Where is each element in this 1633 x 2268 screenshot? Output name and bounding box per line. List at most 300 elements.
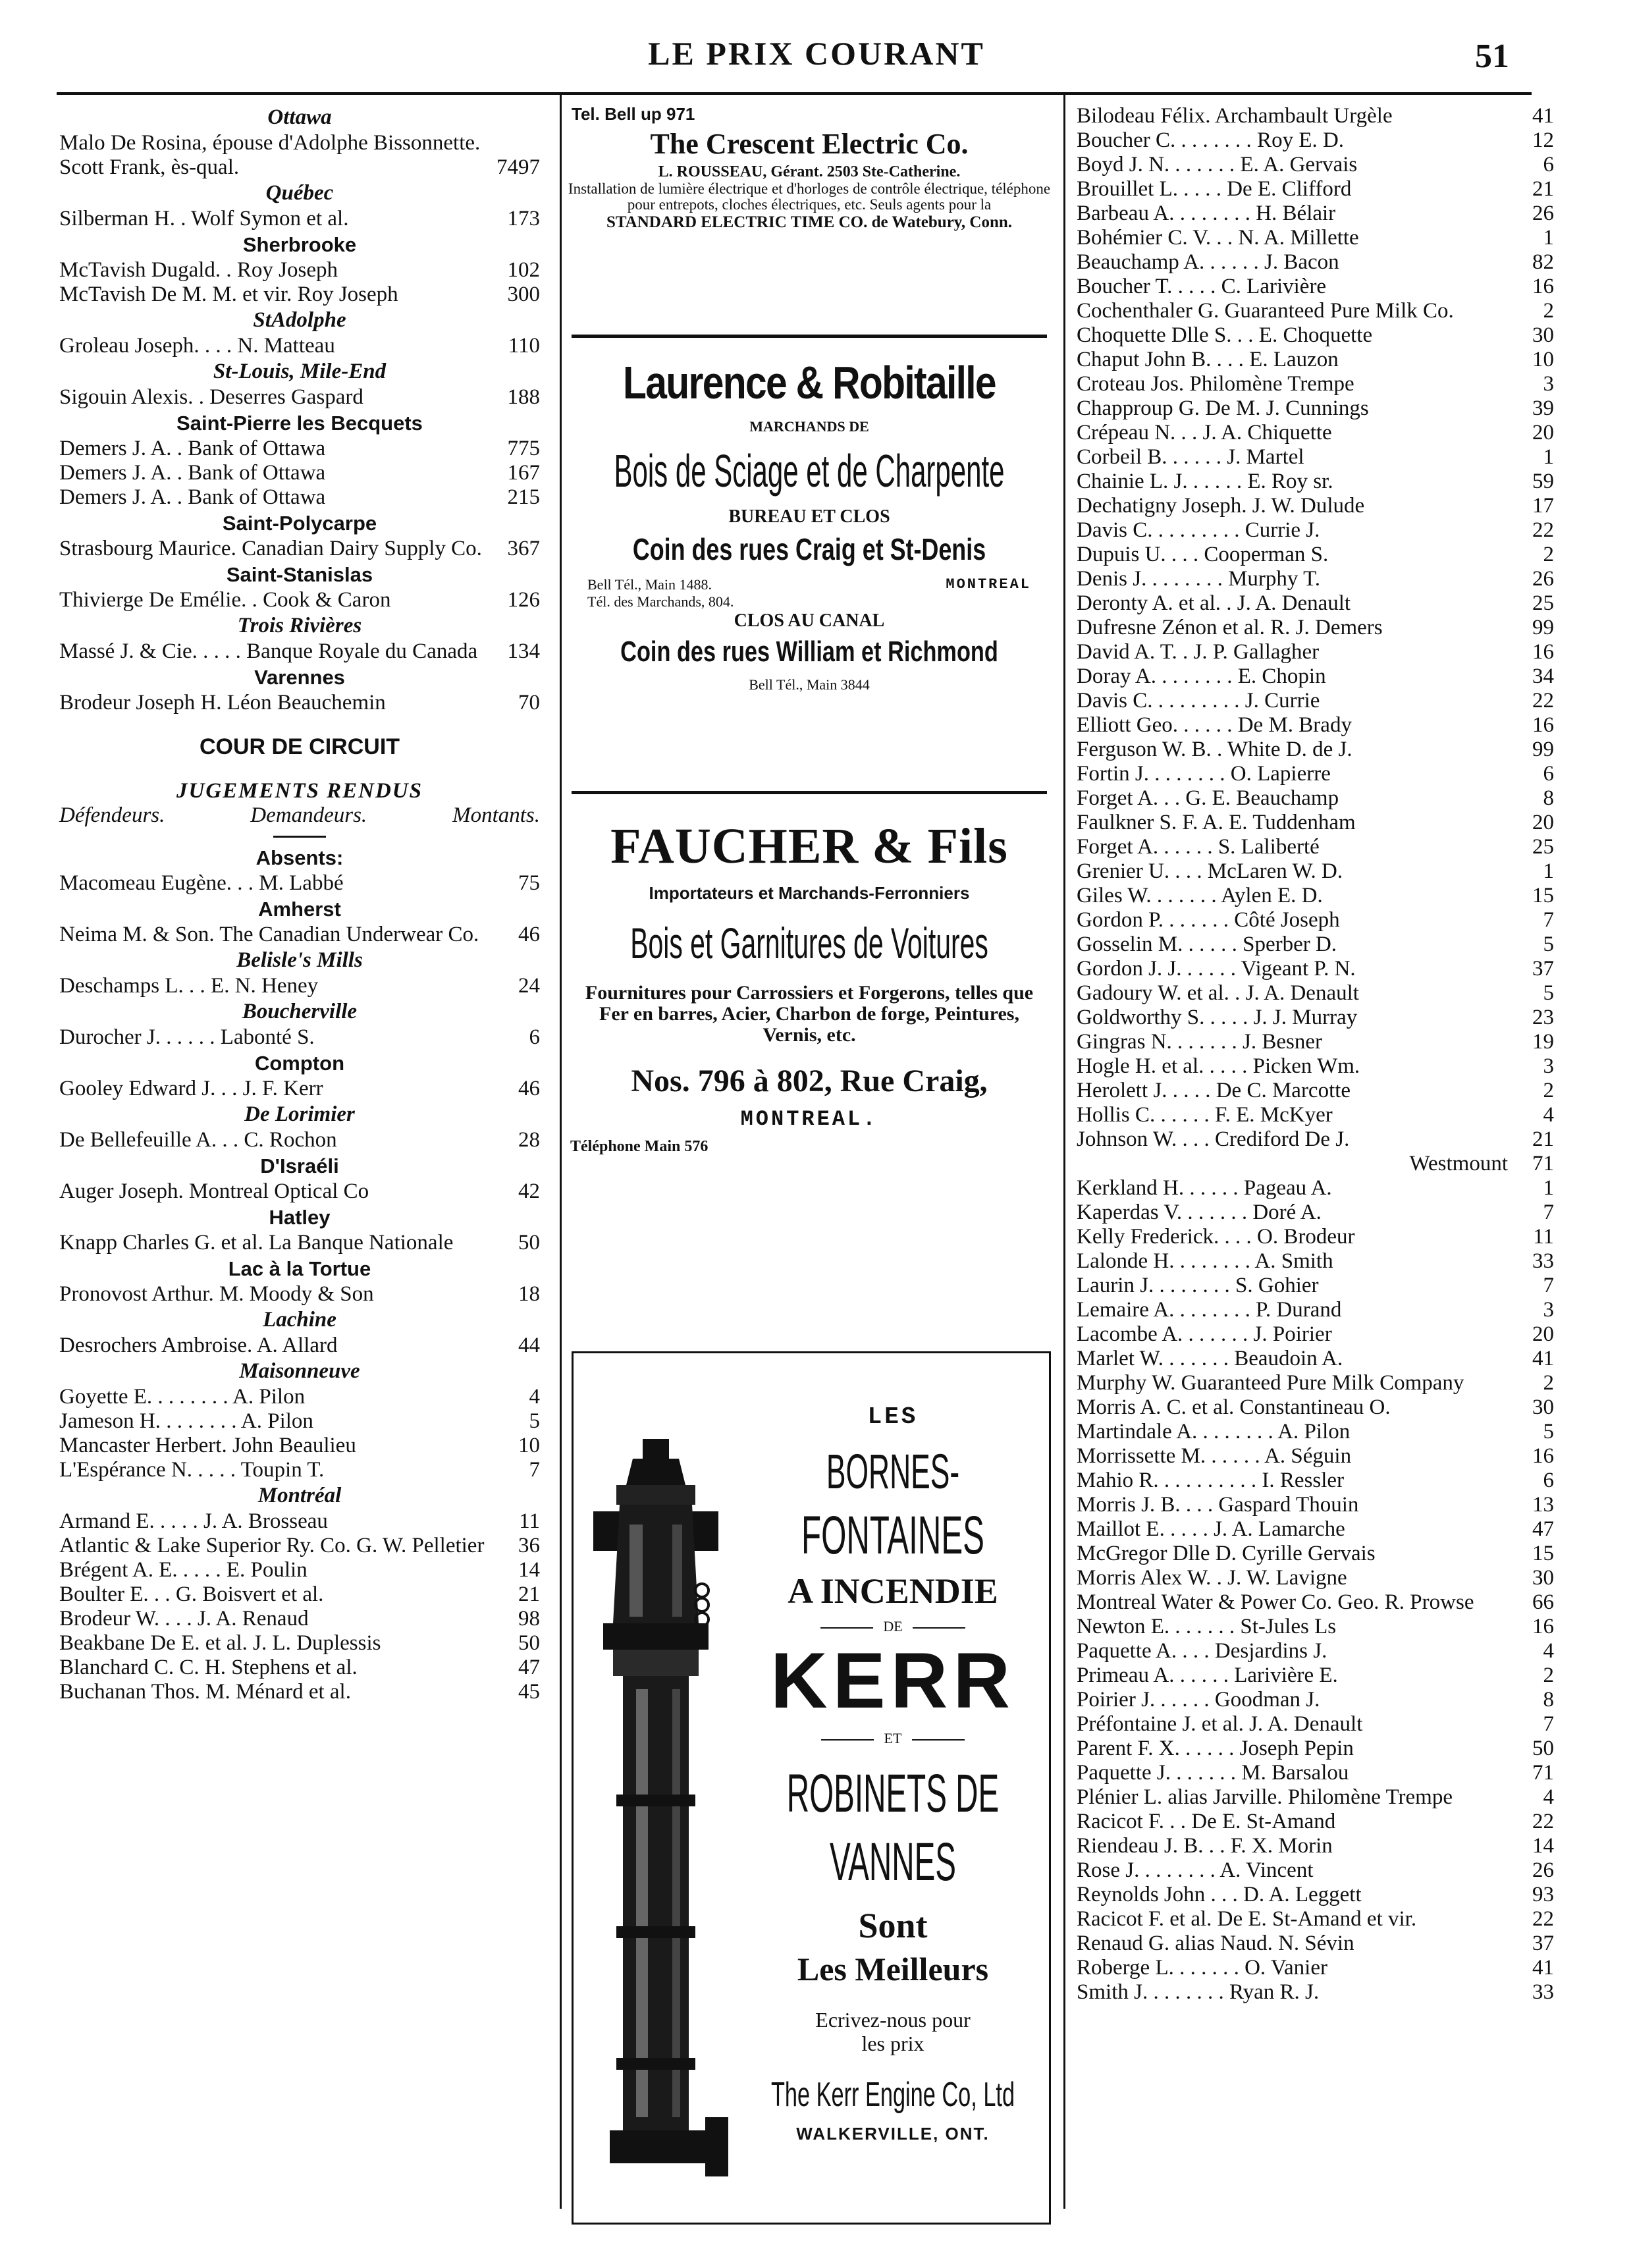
entry-parties: Dupuis U. . . . Cooperman S. <box>1077 543 1329 566</box>
entry-parties: L'Espérance N. . . . . Toupin T. <box>59 1458 325 1482</box>
judgment-entry <box>59 871 540 896</box>
judgment-entry <box>1077 1322 1554 1347</box>
entry-parties: Deschamps L. . . E. N. Heney <box>59 974 319 998</box>
location-heading: Saint-Pierre les Becquets <box>176 412 423 435</box>
judgment-entry <box>1077 1152 1554 1176</box>
entry-amount: 17 <box>1532 494 1554 518</box>
faucher-product: Bois et Garnitures de Voitures <box>630 919 988 967</box>
judgment-entry <box>1077 421 1554 445</box>
column-headings <box>59 803 540 828</box>
judgment-entry <box>1077 396 1554 421</box>
entry-amount: 12 <box>1532 128 1554 152</box>
entry-parties: Poirier J. . . . . . Goodman J. <box>1077 1688 1320 1712</box>
judgment-entry <box>1077 1834 1554 1858</box>
entry-parties: Demers J. A. . Bank of Ottawa <box>59 461 326 485</box>
entry-parties: Morris A. C. et al. Constantineau O. <box>1077 1395 1391 1419</box>
entry-amount: 110 <box>508 334 540 358</box>
entry-amount: 1 <box>1543 226 1554 250</box>
judgment-entry <box>1077 1931 1554 1956</box>
judgment-entry <box>1077 518 1554 543</box>
entry-parties: Reynolds John . . . D. A. Leggett <box>1077 1883 1362 1906</box>
entry-parties: Boyd J. N. . . . . . . E. A. Gervais <box>1077 153 1358 176</box>
judgment-entry <box>1077 1249 1554 1274</box>
laurence-name: Laurence & Robitaille <box>623 357 996 408</box>
entry-amount: 21 <box>1532 177 1554 201</box>
judgment-entry <box>1077 1420 1554 1444</box>
judgment-entry <box>1077 567 1554 591</box>
judgment-entry <box>1077 1176 1554 1201</box>
crescent-electric-ad <box>568 104 1051 321</box>
judgment-entry <box>1077 1761 1554 1785</box>
entry-parties: Doray A. . . . . . . . E. Chopin <box>1077 664 1326 688</box>
entry-amount: 2 <box>1543 543 1554 566</box>
entry-amount: 300 <box>507 283 540 306</box>
entry-parties: Denis J. . . . . . . . Murphy T. <box>1077 567 1321 591</box>
rule-left <box>820 1627 873 1629</box>
judgment-entry <box>1077 811 1554 835</box>
entry-parties: Brodeur Joseph H. Léon Beauchemin <box>59 691 386 715</box>
judgment-entry <box>59 1558 540 1582</box>
page-title: LE PRIX COURANT <box>648 35 985 72</box>
entry-amount: 215 <box>507 485 540 509</box>
entry-amount: 2 <box>1543 1079 1554 1102</box>
entry-amount: 41 <box>1532 104 1554 128</box>
laurence-tel-marchands: Tél. des Marchands, 804. <box>587 593 734 610</box>
entry-amount: 3 <box>1543 372 1554 396</box>
judgment-entry <box>1077 1566 1554 1590</box>
entry-parties: Roberge L. . . . . . . O. Vanier <box>1077 1956 1327 1980</box>
location-heading: Hatley <box>269 1206 331 1229</box>
judgment-entry <box>59 1434 540 1458</box>
judgment-entry <box>1077 1907 1554 1931</box>
location-heading: Trois Rivières <box>237 614 362 637</box>
judgment-entry <box>1077 104 1554 128</box>
judgment-entry <box>1077 202 1554 226</box>
judgment-entry <box>59 437 540 461</box>
entry-parties: Bilodeau Félix. Archambault Urgèle <box>1077 104 1393 128</box>
entry-amount: 93 <box>1532 1883 1554 1906</box>
kerr-line5: VANNES <box>829 1832 957 1892</box>
judgment-entry <box>1077 1201 1554 1225</box>
entry-parties: Durocher J. . . . . . Labonté S. <box>59 1025 315 1049</box>
kerr-sont: Sont <box>858 1906 928 1945</box>
judgment-entry <box>1077 1542 1554 1566</box>
entry-parties: Silberman H. . Wolf Symon et al. <box>59 207 349 230</box>
entry-amount: 367 <box>507 537 540 560</box>
crescent-name: The Crescent Electric Co. <box>650 128 969 160</box>
entry-parties: Beauchamp A. . . . . . J. Bacon <box>1077 250 1339 274</box>
kerr-meilleurs: Les Meilleurs <box>797 1951 989 1987</box>
judgment-entry <box>59 537 540 561</box>
judgment-entry <box>1077 1371 1554 1395</box>
location-heading: Montréal <box>257 1484 342 1507</box>
entry-amount: 18 <box>518 1282 540 1306</box>
kerr-line3: A INCENDIE <box>788 1571 998 1611</box>
column-divider-right <box>1063 92 1065 2209</box>
judgment-entry <box>1077 1079 1554 1103</box>
location-heading: St-Louis, Mile-End <box>213 360 387 383</box>
entry-parties: Barbeau A. . . . . . . . H. Bélair <box>1077 202 1336 225</box>
entry-amount: 15 <box>1532 1542 1554 1565</box>
entry-amount: 22 <box>1532 1907 1554 1931</box>
entry-parties: Kaperdas V. . . . . . . Doré A. <box>1077 1201 1322 1224</box>
entry-amount: 39 <box>1532 396 1554 420</box>
entry-amount: 8 <box>1543 1688 1554 1712</box>
location-heading: Absents: <box>255 846 344 869</box>
entry-amount: 20 <box>1532 421 1554 445</box>
entry-amount: 775 <box>507 437 540 460</box>
entry-amount: 1 <box>1543 1176 1554 1200</box>
fire-hydrant-illustration <box>580 1426 732 2183</box>
entry-parties: Lacombe A. . . . . . . J. Poirier <box>1077 1322 1332 1346</box>
judgment-entry <box>1077 1810 1554 1834</box>
crescent-agency: STANDARD ELECTRIC TIME CO. de Watebury, Conn. <box>606 213 1013 231</box>
laurence-bureau: BUREAU ET CLOS <box>728 506 890 527</box>
location-heading: Saint-Stanislas <box>226 563 373 586</box>
judgment-entry <box>1077 859 1554 884</box>
entry-amount: 42 <box>518 1179 540 1203</box>
entry-amount: 1 <box>1543 859 1554 883</box>
judgment-entry <box>1077 250 1554 275</box>
entry-amount: 19 <box>1532 1030 1554 1054</box>
judgment-entry <box>1077 591 1554 616</box>
judgment-entry <box>1077 275 1554 299</box>
entry-amount: 2 <box>1543 299 1554 323</box>
judgments-subtitle: JUGEMENTS RENDUS <box>176 779 423 803</box>
entry-parties: Paquette A. . . . Desjardins J. <box>1077 1639 1327 1663</box>
judgment-entry <box>59 923 540 947</box>
location-heading: Belisle's Mills <box>236 948 363 972</box>
entry-amount: 14 <box>1532 1834 1554 1858</box>
entry-parties: Brégent A. E. . . . . E. Poulin <box>59 1558 308 1582</box>
kerr-les: LES <box>867 1403 919 1430</box>
judgment-entry <box>59 1334 540 1358</box>
entry-amount: 26 <box>1532 1858 1554 1882</box>
entry-parties: Martindale A. . . . . . . . A. Pilon <box>1077 1420 1351 1444</box>
entry-parties: Gordon P. . . . . . . Côté Joseph <box>1077 908 1340 932</box>
entry-amount: 22 <box>1532 689 1554 713</box>
judgment-entry <box>1077 713 1554 738</box>
judgment-entry <box>1077 1883 1554 1907</box>
judgment-entry <box>1077 786 1554 811</box>
judgment-entry <box>59 691 540 715</box>
entry-parties: Demers J. A. . Bank of Ottawa <box>59 485 326 509</box>
entry-parties: Beakbane De E. et al. J. L. Duplessis <box>59 1631 381 1655</box>
rule-right <box>913 1627 965 1629</box>
rule-right <box>912 1739 965 1741</box>
judgment-entry <box>59 588 540 612</box>
judgment-entry <box>1077 1006 1554 1030</box>
judgment-entry <box>59 1631 540 1656</box>
judgment-entry <box>1077 226 1554 250</box>
entry-amount: 99 <box>1532 738 1554 761</box>
judgment-entry <box>1077 616 1554 640</box>
entry-parties: Jameson H. . . . . . . . A. Pilon <box>59 1409 313 1433</box>
judgment-entry <box>1077 1225 1554 1249</box>
kerr-hydrant-ad <box>572 1351 1051 2225</box>
entry-amount: 22 <box>1532 518 1554 542</box>
entry-amount: 7497 <box>496 155 540 179</box>
entry-amount: 36 <box>518 1534 540 1557</box>
entry-amount: 20 <box>1532 1322 1554 1346</box>
entry-parties: Gordon J. J. . . . . . Vigeant P. N. <box>1077 957 1356 981</box>
faucher-address: Nos. 796 à 802, Rue Craig, <box>631 1064 988 1098</box>
entry-amount: 16 <box>1532 640 1554 664</box>
judgment-entry <box>1077 177 1554 202</box>
location-heading: Compton <box>254 1052 345 1075</box>
entry-amount: 16 <box>1532 275 1554 298</box>
judgment-entry <box>59 207 540 231</box>
entry-amount: 21 <box>1532 1127 1554 1151</box>
entry-parties: Johnson W. . . . Crediford De J. <box>1077 1127 1350 1151</box>
judgment-entry <box>59 131 540 180</box>
location-heading: Amherst <box>258 898 341 921</box>
judgment-entry <box>1077 1956 1554 1980</box>
judgment-entry <box>1077 543 1554 567</box>
entry-amount: 102 <box>507 258 540 282</box>
entry-parties: Elliott Geo. . . . . . De M. Brady <box>1077 713 1352 737</box>
entry-amount: 5 <box>1543 981 1554 1005</box>
entry-amount: 59 <box>1532 470 1554 493</box>
judgment-entry <box>59 258 540 283</box>
judgment-entry <box>59 1409 540 1434</box>
entry-amount: 45 <box>518 1680 540 1704</box>
judgment-entry <box>1077 348 1554 372</box>
crescent-tel: Tel. Bell up 971 <box>572 104 695 124</box>
laurence-bell1: Bell Tél., Main 1488. <box>587 576 712 593</box>
faucher-role: Importateurs et Marchands-Ferronniers <box>649 883 970 903</box>
entry-parties: Herolett J. . . . . De C. Marcotte <box>1077 1079 1351 1102</box>
entry-parties: Kelly Frederick. . . . O. Brodeur <box>1077 1225 1355 1249</box>
judgment-entry <box>1077 1103 1554 1127</box>
judgment-entry <box>1077 1298 1554 1322</box>
judgment-entry <box>1077 1615 1554 1639</box>
entry-amount: 2 <box>1543 1371 1554 1395</box>
entry-amount: 98 <box>518 1607 540 1631</box>
judgment-entry <box>1077 445 1554 470</box>
entry-amount: 71 <box>1532 1761 1554 1785</box>
entry-amount: 173 <box>507 207 540 230</box>
faucher-fils-ad <box>568 794 1051 1239</box>
judgments-list-bottom <box>59 846 540 1704</box>
entry-parties: Groleau Joseph. . . . N. Matteau <box>59 334 335 358</box>
entry-amount: 10 <box>518 1434 540 1457</box>
judgment-entry <box>1077 153 1554 177</box>
entry-amount: 4 <box>1543 1103 1554 1127</box>
entry-amount: 6 <box>1543 153 1554 176</box>
faucher-name: FAUCHER & Fils <box>610 819 1008 874</box>
entry-parties: Fortin J. . . . . . . . O. Lapierre <box>1077 762 1331 786</box>
entry-amount: 2 <box>1543 1663 1554 1687</box>
entry-parties: Desrochers Ambroise. A. Allard <box>59 1334 338 1357</box>
entry-parties: Maillot E. . . . . J. A. Lamarche <box>1077 1517 1345 1541</box>
left-column <box>59 104 540 1704</box>
entry-parties: Gosselin M. . . . . . Sperber D. <box>1077 932 1337 956</box>
entry-parties: McTavish De M. M. et vir. Roy Joseph <box>59 283 398 306</box>
judgment-entry <box>59 1128 540 1152</box>
entry-parties: Goyette E. . . . . . . . A. Pilon <box>59 1385 306 1409</box>
judgment-entry <box>1077 1590 1554 1615</box>
entry-amount: 66 <box>1532 1590 1554 1614</box>
judgment-entry <box>59 1385 540 1409</box>
judgment-entry <box>59 1582 540 1607</box>
entry-amount: 11 <box>1533 1225 1554 1249</box>
entry-amount: 13 <box>1532 1493 1554 1517</box>
entry-amount: 25 <box>1532 591 1554 615</box>
entry-parties: Morris J. B. . . . Gaspard Thouin <box>1077 1493 1359 1517</box>
entry-parties: Choquette Dlle S. . . E. Choquette <box>1077 323 1373 347</box>
entry-parties: Faulkner S. F. A. E. Tuddenham <box>1077 811 1356 834</box>
location-heading: Lac à la Tortue <box>228 1257 371 1280</box>
laurence-corner2: Coin des rues William et Richmond <box>620 635 998 668</box>
judgment-entry <box>1077 1030 1554 1054</box>
location-heading: Lachine <box>263 1308 336 1332</box>
judgment-entry <box>1077 664 1554 689</box>
entry-parties: Paquette J. . . . . . . M. Barsalou <box>1077 1761 1349 1785</box>
entry-parties: Forget A. . . G. E. Beauchamp <box>1077 786 1339 810</box>
entry-parties: Pronovost Arthur. M. Moody & Son <box>59 1282 374 1306</box>
entry-parties: Riendeau J. B. . . F. X. Morin <box>1077 1834 1333 1858</box>
entry-amount: 26 <box>1532 202 1554 225</box>
judgment-entry <box>59 283 540 307</box>
judgment-entry <box>1077 1688 1554 1712</box>
entry-amount: 28 <box>518 1128 540 1152</box>
entry-amount: 46 <box>518 923 540 946</box>
judgment-entry <box>1077 1347 1554 1371</box>
entry-parties: De Bellefeuille A. . . C. Rochon <box>59 1128 337 1152</box>
entry-parties: Goldworthy S. . . . . J. J. Murray <box>1077 1006 1358 1029</box>
entry-amount: 41 <box>1532 1956 1554 1980</box>
judgment-entry <box>59 1656 540 1680</box>
entry-amount: 3 <box>1543 1298 1554 1322</box>
entry-parties: Chainie L. J. . . . . . E. Roy sr. <box>1077 470 1333 493</box>
location-heading: Ottawa <box>267 105 332 129</box>
entry-amount: 14 <box>518 1558 540 1582</box>
judgment-entry <box>1077 689 1554 713</box>
judgment-entry <box>1077 470 1554 494</box>
entry-amount: 4 <box>529 1385 540 1409</box>
entry-amount: 7 <box>1543 1274 1554 1297</box>
kerr-line4: ROBINETS DE <box>786 1764 1000 1823</box>
judgment-entry <box>1077 1274 1554 1298</box>
judgment-entry <box>59 1509 540 1534</box>
judgment-entry <box>1077 1639 1554 1663</box>
entry-amount: 21 <box>518 1582 540 1606</box>
entry-parties: Morrissette M. . . . . . A. Séguin <box>1077 1444 1352 1468</box>
kerr-company: The Kerr Engine Co, Ltd <box>770 2076 1015 2114</box>
entry-parties: Hollis C. . . . . . F. E. McKyer <box>1077 1103 1333 1127</box>
entry-parties: Racicot F. et al. De E. St-Amand et vir. <box>1077 1907 1417 1931</box>
judgment-entry <box>1077 1737 1554 1761</box>
entry-parties: Murphy W. Guaranteed Pure Milk Company <box>1077 1371 1464 1395</box>
heading-demandeurs: Demandeurs. <box>250 803 367 827</box>
kerr-de: DE <box>883 1618 903 1634</box>
judgment-entry <box>1077 494 1554 518</box>
entry-parties: Armand E. . . . . J. A. Brosseau <box>59 1509 328 1533</box>
laurence-clos: CLOS AU CANAL <box>734 610 885 631</box>
judgment-entry <box>59 385 540 410</box>
entry-amount: 16 <box>1532 713 1554 737</box>
judgment-entry <box>1077 640 1554 664</box>
laurence-bell2: Bell Tél., Main 3844 <box>749 676 870 693</box>
judgment-entry <box>59 334 540 358</box>
entry-amount: 30 <box>1532 1566 1554 1590</box>
judgment-entry <box>1077 1054 1554 1079</box>
laurence-corner1: Coin des rues Craig et St-Denis <box>632 532 986 566</box>
entry-parties: Neima M. & Son. The Canadian Underwear Co. <box>59 923 479 946</box>
rule-left <box>821 1739 874 1741</box>
entry-parties: Atlantic & Lake Superior Ry. Co. G. W. Pelletier <box>59 1534 485 1557</box>
judgment-entry <box>59 639 540 664</box>
entry-parties: Lalonde H. . . . . . . . A. Smith <box>1077 1249 1333 1273</box>
entry-parties: Grenier U. . . . McLaren W. D. <box>1077 859 1343 883</box>
entry-amount: 167 <box>507 461 540 485</box>
entry-amount: 7 <box>1543 1712 1554 1736</box>
heading-montants: Montants. <box>452 803 540 827</box>
entry-parties: Massé J. & Cie. . . . . Banque Royale du Canada <box>59 639 478 663</box>
entry-parties: Blanchard C. C. H. Stephens et al. <box>59 1656 358 1679</box>
judgment-entry <box>1077 835 1554 859</box>
entry-amount: 7 <box>1543 908 1554 932</box>
entry-amount: 70 <box>518 691 540 715</box>
entry-amount: 3 <box>1543 1054 1554 1078</box>
judgment-entry <box>1077 908 1554 932</box>
entry-parties: Buchanan Thos. M. Ménard et al. <box>59 1680 351 1704</box>
entry-amount: 6 <box>1543 762 1554 786</box>
entry-parties: Rose J. . . . . . . . A. Vincent <box>1077 1858 1314 1882</box>
judgment-entry <box>1077 372 1554 396</box>
entry-parties: Racicot F. . . De E. St-Amand <box>1077 1810 1336 1833</box>
entry-amount: 47 <box>518 1656 540 1679</box>
location-heading: Maisonneuve <box>239 1359 360 1383</box>
entry-amount: 50 <box>1532 1737 1554 1760</box>
judgment-entry <box>59 461 540 485</box>
entry-amount: 71 <box>1532 1152 1554 1175</box>
judgment-entry <box>1077 1517 1554 1542</box>
entry-parties: Corbeil B. . . . . . J. Martel <box>1077 445 1304 469</box>
entry-parties: Ferguson W. B. . White D. de J. <box>1077 738 1352 761</box>
entry-parties: Auger Joseph. Montreal Optical Co <box>59 1179 369 1203</box>
entry-amount: 30 <box>1532 323 1554 347</box>
entry-parties: Strasbourg Maurice. Canadian Dairy Supply Co. <box>59 537 482 560</box>
faucher-tel: Téléphone Main 576 <box>570 1138 709 1155</box>
judgment-entry <box>1077 762 1554 786</box>
judgment-entry <box>59 1534 540 1558</box>
judgment-entry <box>59 485 540 510</box>
entry-amount: 37 <box>1532 1931 1554 1955</box>
entry-parties: Dechatigny Joseph. J. W. Dulude <box>1077 494 1365 518</box>
entry-amount: 41 <box>1532 1347 1554 1370</box>
entry-amount: 7 <box>1543 1201 1554 1224</box>
entry-amount: 44 <box>518 1334 540 1357</box>
entry-parties: Chapproup G. De M. J. Cunnings <box>1077 396 1369 420</box>
judgment-entry <box>1077 1395 1554 1420</box>
entry-parties: Newton E. . . . . . . St-Jules Ls <box>1077 1615 1337 1638</box>
laurence-robitaille-ad <box>568 338 1051 791</box>
kerr-ad-text <box>738 1353 1048 2144</box>
entry-amount: 16 <box>1532 1444 1554 1468</box>
entry-parties: Malo De Rosina, épouse d'Adolphe Bissonnette. Scott Frank, ès-qual. <box>59 131 481 179</box>
judgment-entry <box>59 1179 540 1204</box>
judgment-entry <box>1077 1663 1554 1688</box>
judgment-entry <box>1077 738 1554 762</box>
entry-parties: Morris Alex W. . J. W. Lavigne <box>1077 1566 1347 1590</box>
judgment-entry <box>1077 1444 1554 1469</box>
entry-parties: Bohémier C. V. . . N. A. Millette <box>1077 226 1359 250</box>
entry-parties: Renaud G. alias Naud. N. Sévin <box>1077 1931 1354 1955</box>
entry-amount: 26 <box>1532 567 1554 591</box>
heading-defendeurs: Défendeurs. <box>59 803 165 827</box>
